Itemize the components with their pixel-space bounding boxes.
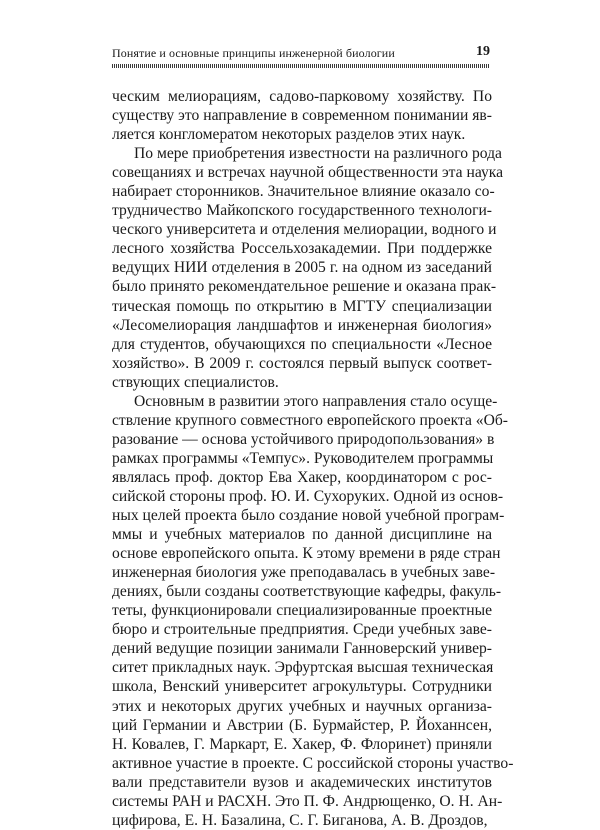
running-title: Понятие и основные принципы инженерной биологии [112, 46, 395, 60]
paragraph [112, 144, 504, 392]
text-line: лесного хозяйства Россельхозакадемии. При поддержке [112, 240, 492, 258]
text-line: набирает сторонников. Значительное влияние оказало со- [112, 183, 495, 201]
text-line: ммы и учебных материалов по данной дисциплине на [112, 526, 492, 544]
text-line: разование — основа устойчивого природопользования» в [112, 430, 495, 448]
text-line: ситет прикладных наук. Эрфуртская высшая техническая [112, 659, 494, 677]
text-line: ствление крупного совместного европейского проекта «Об- [112, 411, 508, 429]
text-line: школа, Венский университет агрокультуры. Сотрудники [112, 678, 492, 696]
text-line: этих и некоторых других учебных и научных организа- [112, 697, 492, 715]
text-line: ляется конгломератом некоторых разделов этих наук. [112, 126, 466, 144]
body-text [112, 87, 514, 830]
text-line: бюро и строительные предприятия. Среди учебных заве- [112, 621, 492, 639]
text-line: цифирова, Е. Н. Базалина, С. Г. Биганова, А. В. Дроздов, [112, 811, 488, 829]
text-line: ческого университета и отделения мелиорации, водного и [112, 221, 497, 239]
text-line: «Лесомелиорация ландшафтов и инженерная биология» [112, 316, 492, 334]
text-line: основе европейского опыта. К этому времени в ряде стран [112, 545, 501, 563]
text-line: Н. Ковалев, Г. Маркарт, Е. Хакер, Ф. Флоринет) приняли [112, 735, 492, 753]
text-line: По мере приобретения известности на различного рода [134, 145, 502, 163]
text-line: ведущих НИИ отделения в 2005 г. на одном из заседаний [112, 259, 492, 277]
text-line: трудничество Майкопского государственного технологи- [112, 202, 492, 220]
paragraph [112, 87, 492, 144]
text-line: теты, функционировали специализированные проектные [112, 602, 492, 620]
text-line: являлась проф. доктор Ева Хакер, координатором с рос- [112, 468, 492, 486]
text-line: ческим мелиорациям, садово-парковому хозяйству. По [112, 88, 492, 105]
text-line: совещаниях и встречах научной общественности эта наука [112, 164, 504, 182]
text-line: рамках программы «Темпус». Руководителем программы [112, 449, 494, 467]
paragraph [112, 392, 514, 830]
page-number: 19 [476, 44, 490, 59]
text-line: активное участие в проекте. С российской стороны участво- [112, 754, 514, 772]
text-line: для студентов, обучающихся по специальности «Лесное [112, 335, 492, 353]
text-line: дениях, были созданы соответствующие кафедры, факуль- [112, 583, 502, 601]
text-line: сийской стороны проф. Ю. И. Сухоруких. Одной из основ- [112, 487, 504, 505]
text-line: было принято рекомендательное решение и оказана прак- [112, 278, 497, 296]
text-line: дений ведущие позиции занимали Ганноверский универ- [112, 640, 492, 658]
text-line: ных целей проекта было создание новой учебной програм- [112, 507, 505, 525]
text-line: тическая помощь по открытию в МГТУ специализации [112, 297, 492, 315]
text-line: существу это направление в современном понимании яв- [112, 107, 492, 125]
running-head [112, 44, 490, 64]
text-line: ций Германии и Австрии (Б. Бурмайстер, Р. Йоханнсен, [112, 716, 492, 734]
text-line: системы РАН и РАСХН. Это П. Ф. Андрющенко, О. Н. Ан- [112, 792, 503, 810]
text-line: ствующих специалистов. [112, 373, 279, 391]
text-line: инженерная биология уже преподавалась в учебных заве- [112, 564, 496, 582]
text-line: Основным в развитии этого направления стало осуще- [134, 392, 498, 410]
header-rule [112, 64, 490, 68]
text-line: хозяйство». В 2009 г. состоялся первый выпуск соответ- [112, 354, 492, 372]
text-line: вали представители вузов и академических институтов [112, 773, 492, 791]
